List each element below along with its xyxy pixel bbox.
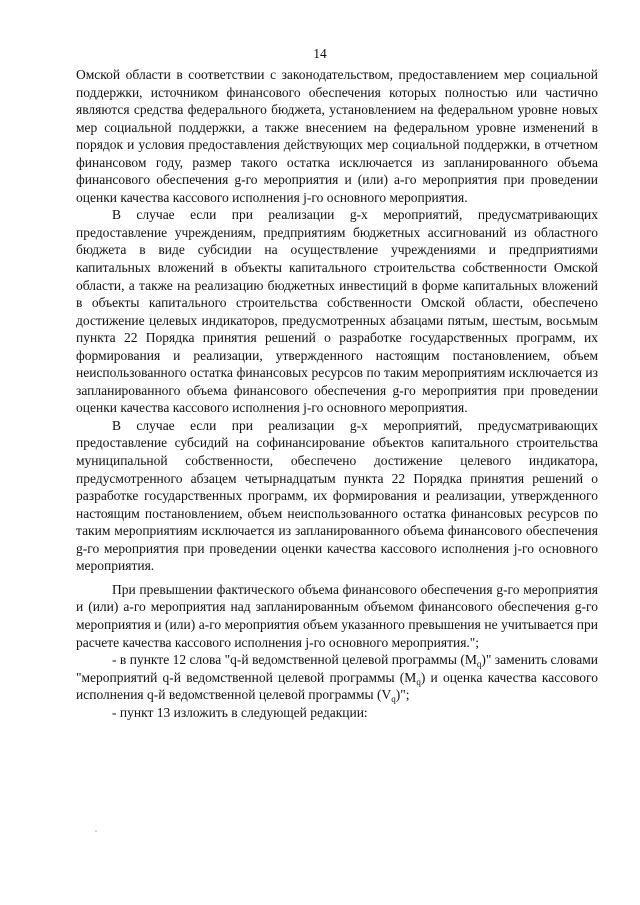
document-body [76,66,598,721]
amendment-item-12 [76,651,598,704]
amendment-12-part3: ) и оценка качества кассового исполнения q-й ведомственной целевой программы (V [76,669,598,703]
paragraph-excess-financing: При превышении фактического объема финансового обеспечения g-го мероприятия и (или) a-го мероприятия над запланированным объемом финансового обеспечения g-го мероприятия и (или) a-го мероприятия объем указанного превышения не учитывается при расчете качества кассового исполнения j-го основного мероприятия."; [76,581,598,650]
amendment-12-sub1: q [476,659,482,670]
amendment-12-part1: - в пункте 12 слова "q-й ведомственной целевой программы (M [112,652,477,668]
scan-speck [95,830,97,832]
amendment-12-sub2: q [416,676,421,687]
paragraph-continuation: Омской области в соответствии с законодательством, предоставлением мер социальной поддержки, источником финансового обеспечения которых полностью или частично являются средства федерального бюджета, установлением на федеральном уровне новых мер социальной поддержки, а также внесением на федеральном уровне изменений в порядок и условия предоставления действующих мер социальной поддержки, в отчетном финансовом году, размер такого остатка исключается из запланированного объема финансового обеспечения g-го мероприятия и (или) a-го мероприятия при проведении оценки качества кассового исполнения j-го основного мероприятия. [76,67,598,205]
amendment-12-part4: )"; [395,687,410,703]
page-number: 14 [313,46,327,61]
paragraph-cofinancing-subsidies: В случае если при реализации g-х мероприятий, предусматривающих предоставление субсидий на софинансирование объектов капитального строительства муниципальной собственности, обеспечено достижение целевого индикатора, предусмотренного абзацем четырнадцатым пункта 22 Порядка принятия решений о разработке государственных программ, их формирования и реализации, утвержденного настоящим постановлением, объем неиспользованного остатка финансовых ресурсов по таким мероприятиям исключается из запланированного объема финансового обеспечения g-го мероприятия при проведении оценки качества кассового исполнения j-го основного мероприятия. [76,417,598,574]
amendment-12-sub3: q [391,694,396,705]
paragraph-capital-investments: В случае если при реализации g-х мероприятий, предусматривающих предоставление учреждениям, предприятиям бюджетных ассигнований из областного бюджета в виде субсидии на осуществление учреждениями и предприятиями капитальных вложений в объекты капитального строительства собственности Омской области, а также на реализацию бюджетных инвестиций в форме капитальных вложений в объекты капитального строительства собственности Омской области, обеспечено достижение целевых индикаторов, предусмотренных абзацами пятым, шестым, восьмым пункта 22 Порядка принятия решений о разработке государственных программ, их формирования и реализации, утвержденного настоящим постановлением, объем неиспользованного остатка финансовых ресурсов по таким мероприятиям исключается из запланированного объема финансового обеспечения g-го мероприятия при проведении оценки качества кассового исполнения j-го основного мероприятия. [76,207,598,416]
amendment-item-13: - пункт 13 изложить в следующей редакции: [112,704,368,720]
amendment-12-part2: )" заменить словами "мероприятий q-й ведомственной целевой программы (M [76,652,598,685]
